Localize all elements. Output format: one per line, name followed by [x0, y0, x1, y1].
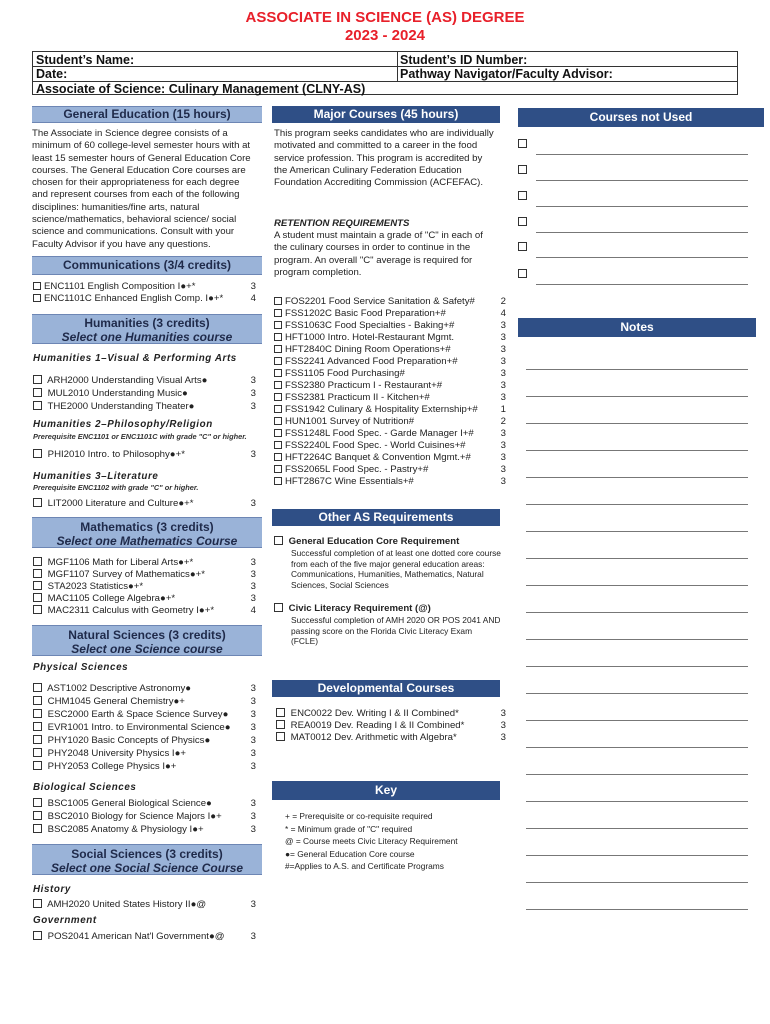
- course-row: BSC2010 Biology for Science Majors I●+: [33, 811, 222, 823]
- course-row: THE2000 Understanding Theater●: [33, 401, 194, 413]
- credits: 3: [500, 356, 506, 367]
- course-row: MUL2010 Understanding Music●: [33, 388, 188, 400]
- checkbox[interactable]: [518, 191, 527, 200]
- checkbox[interactable]: [33, 569, 42, 578]
- credits: 1: [500, 404, 506, 415]
- credits: 3: [500, 380, 506, 391]
- credits: 3: [500, 720, 506, 731]
- other-requirements-header: Other AS Requirements: [272, 509, 500, 526]
- humanities-group-2: Humanities 2–Philosophy/Religion: [33, 419, 213, 430]
- checkbox[interactable]: [33, 294, 41, 302]
- checkbox[interactable]: [276, 732, 285, 741]
- gen-ed-core-text: Successful completion of at least one dotted core course from each of the five major general education areas: Communications, Humanities, Mathematics, Natural Sciences, Social Sciences: [291, 548, 501, 590]
- course-row: ENC1101C Enhanced English Comp. I●+*: [33, 293, 223, 305]
- checkbox[interactable]: [274, 381, 282, 389]
- credits: 3: [250, 709, 256, 720]
- course-row: FSS1105 Food Purchasing#: [274, 368, 405, 380]
- course-row: FSS1202C Basic Food Preparation+#: [274, 308, 446, 320]
- credits: 3: [250, 401, 256, 412]
- checkbox[interactable]: [276, 708, 285, 717]
- checkbox[interactable]: [33, 498, 42, 507]
- credits: 3: [500, 464, 506, 475]
- checkbox[interactable]: [274, 405, 282, 413]
- civic-literacy-text: Successful completion of AMH 2020 OR POS 2041 AND passing score on the Florida Civic Literacy Exam (FCLE): [291, 615, 501, 647]
- checkbox[interactable]: [33, 388, 42, 397]
- credits: 2: [500, 296, 506, 307]
- course-row: MAC1105 College Algebra●+*: [33, 593, 175, 605]
- checkbox[interactable]: [274, 369, 282, 377]
- credits: 3: [500, 332, 506, 343]
- course-row: HFT1000 Intro. Hotel-Restaurant Mgmt.: [274, 332, 454, 344]
- checkbox[interactable]: [518, 165, 527, 174]
- checkbox[interactable]: [274, 357, 282, 365]
- checkbox[interactable]: [274, 393, 282, 401]
- key-item: ●= General Education Core course: [285, 848, 415, 859]
- checkbox[interactable]: [274, 441, 282, 449]
- checkbox[interactable]: [274, 333, 282, 341]
- course-row: MGF1107 Survey of Mathematics●+*: [33, 569, 205, 581]
- course-row: STA2023 Statistics●+*: [33, 581, 143, 593]
- checkbox[interactable]: [518, 217, 527, 226]
- credits: 3: [250, 748, 256, 759]
- credits: 3: [500, 732, 506, 743]
- course-row: REA0019 Dev. Reading I & II Combined*: [276, 720, 464, 732]
- checkbox[interactable]: [274, 345, 282, 353]
- credits: 3: [500, 320, 506, 331]
- prereq-note: Prerequisite ENC1101 or ENC1101C with grade "C" or higher.: [33, 432, 247, 441]
- page-title: ASSOCIATE IN SCIENCE (AS) DEGREE: [245, 9, 525, 26]
- course-row: BSC2085 Anatomy & Physiology I●+: [33, 824, 204, 836]
- major-description: This program seeks candidates who are individually motivated and committed to a career in the food service profession. This program is accredited by the American Culinary Federation Education Foundation Accrediting Commission (ACFEFAC).: [274, 128, 494, 189]
- checkbox[interactable]: [33, 811, 42, 820]
- write-line[interactable]: [536, 206, 748, 207]
- checkbox[interactable]: [274, 465, 282, 473]
- credits: 3: [500, 368, 506, 379]
- course-row: AMH2020 United States History II●@: [33, 899, 206, 911]
- humanities-group-1: Humanities 1–Visual & Performing Arts: [33, 353, 237, 364]
- checkbox[interactable]: [274, 429, 282, 437]
- course-row: FSS2065L Food Spec. - Pastry+#: [274, 464, 428, 476]
- credits: 3: [250, 581, 256, 592]
- credits: 3: [500, 440, 506, 451]
- credits: 3: [500, 452, 506, 463]
- course-row: EVR1001 Intro. to Environmental Science●: [33, 722, 231, 734]
- course-row: PHY2053 College Physics I●+: [33, 761, 176, 773]
- humanities-group-3: Humanities 3–Literature: [33, 471, 159, 482]
- communications-header: Communications (3/4 credits): [32, 256, 262, 275]
- physical-sciences-label: Physical Sciences: [33, 662, 129, 673]
- student-name-label: Student’s Name:: [36, 53, 135, 67]
- credits: 3: [250, 824, 256, 835]
- course-row: CHM1045 General Chemistry●+: [33, 696, 185, 708]
- credits: 3: [500, 708, 506, 719]
- developmental-header: Developmental Courses: [272, 680, 500, 697]
- credits: 3: [250, 899, 256, 910]
- course-row: POS2041 American Nat'l Government●@: [33, 931, 224, 943]
- credits: 4: [250, 605, 256, 616]
- write-line[interactable]: [536, 154, 748, 155]
- course-row: ESC2000 Earth & Space Science Survey●: [33, 709, 228, 721]
- checkbox[interactable]: [518, 242, 527, 251]
- checkbox[interactable]: [33, 824, 42, 833]
- checkbox[interactable]: [274, 536, 283, 545]
- credits: 3: [250, 931, 256, 942]
- course-row: AST1002 Descriptive Astronomy●: [33, 683, 191, 695]
- credits: 3: [250, 798, 256, 809]
- page-year: 2023 - 2024: [344, 27, 426, 44]
- checkbox[interactable]: [274, 477, 282, 485]
- humanities-header: Humanities (3 credits) Select one Humanities course: [32, 314, 262, 344]
- credits: 3: [250, 449, 256, 460]
- checkbox[interactable]: [276, 720, 285, 729]
- checkbox[interactable]: [33, 605, 42, 614]
- credits: 3: [250, 557, 256, 568]
- biological-sciences-label: Biological Sciences: [33, 782, 137, 793]
- course-row: ARH2000 Understanding Visual Arts●: [33, 375, 207, 387]
- notes-header: Notes: [518, 318, 756, 337]
- retention-title: RETENTION REQUIREMENTS: [274, 218, 410, 229]
- key-header: Key: [272, 781, 500, 800]
- course-row: LIT2000 Literature and Culture●+*: [33, 498, 193, 510]
- social-sciences-header: Social Sciences (3 credits) Select one Social Science Course: [32, 844, 262, 875]
- credits: 3: [250, 735, 256, 746]
- course-row: ENC1101 English Composition I●+*: [33, 281, 195, 293]
- credits: 3: [250, 498, 256, 509]
- checkbox[interactable]: [33, 557, 42, 566]
- credits: 3: [500, 344, 506, 355]
- key-item: + = Prerequisite or co-requisite required: [285, 811, 433, 821]
- checkbox[interactable]: [274, 417, 282, 425]
- course-row: ENC0022 Dev. Writing I & II Combined*: [276, 708, 459, 720]
- checkbox[interactable]: [33, 722, 42, 731]
- write-line[interactable]: [536, 232, 748, 233]
- course-row: MAT0012 Dev. Arithmetic with Algebra*: [276, 732, 457, 744]
- gen-ed-header: General Education (15 hours): [32, 106, 262, 123]
- history-label: History: [33, 884, 71, 895]
- checkbox[interactable]: [274, 603, 283, 612]
- program-label: Associate of Science: Culinary Management (CLNY-AS): [36, 82, 366, 96]
- write-line[interactable]: [536, 180, 748, 181]
- credits: 3: [500, 392, 506, 403]
- course-row: BSC1005 General Biological Science●: [33, 798, 212, 810]
- prereq-note: Prerequisite ENC1102 with grade "C" or higher.: [33, 483, 199, 492]
- course-row: MAC2311 Calculus with Geometry I●+*: [33, 605, 214, 617]
- course-row: HUN1001 Survey of Nutrition#: [274, 416, 414, 428]
- credits: 3: [250, 593, 256, 604]
- gen-ed-core-requirement: General Education Core Requirement: [274, 536, 459, 548]
- course-row: FSS1942 Culinary & Hospitality Externship+#: [274, 404, 478, 416]
- checkbox[interactable]: [274, 297, 282, 305]
- credits: 3: [250, 281, 256, 292]
- checkbox[interactable]: [274, 309, 282, 317]
- course-row: FSS2240L Food Spec. - World Cuisines+#: [274, 440, 466, 452]
- course-row: HFT2840C Dining Room Operations+#: [274, 344, 451, 356]
- credits: 3: [250, 388, 256, 399]
- course-row: PHY1020 Basic Concepts of Physics●: [33, 735, 210, 747]
- checkbox[interactable]: [33, 931, 42, 940]
- checkbox[interactable]: [518, 139, 527, 148]
- course-row: FSS1248L Food Spec. - Garde Manager I+#: [274, 428, 474, 440]
- checkbox[interactable]: [33, 735, 42, 744]
- checkbox[interactable]: [274, 453, 282, 461]
- retention-text: A student must maintain a grade of "C" in each of the culinary courses in order to continue in the program. An overall "C" average is required for program completion.: [274, 230, 483, 278]
- civic-literacy-requirement: Civic Literacy Requirement (@): [274, 603, 431, 615]
- course-row: PHY2048 University Physics I●+: [33, 748, 186, 760]
- credits: 3: [250, 761, 256, 772]
- checkbox[interactable]: [33, 798, 42, 807]
- credits: 3: [500, 428, 506, 439]
- credits: 4: [500, 308, 506, 319]
- key-item: #=Applies to A.S. and Certificate Programs: [285, 861, 444, 871]
- checkbox[interactable]: [33, 401, 42, 410]
- natural-sciences-header: Natural Sciences (3 credits) Select one Science course: [32, 625, 262, 656]
- advisor-label: Pathway Navigator/Faculty Advisor:: [400, 67, 613, 81]
- course-row: PHI2010 Intro. to Philosophy●+*: [33, 449, 185, 461]
- courses-not-used-header: Courses not Used: [518, 108, 764, 127]
- checkbox[interactable]: [274, 321, 282, 329]
- gen-ed-description: The Associate in Science degree consists of a minimum of 60 college-level semester hours with at least 15 semester hours of General Education Core courses. The General Education Core courses are chosen for their appropriateness for each degree and represent courses from each of the following disciplines: humanities/fine arts, natural science/mathematics, behavioral science/ social science and communications. Consult with your Faculty Advisor if you have any questions.: [32, 128, 251, 250]
- key-item: @ = Course meets Civic Literacy Requirement: [285, 836, 458, 846]
- course-row: HFT2867C Wine Essentials+#: [274, 476, 414, 488]
- credits: 3: [250, 375, 256, 386]
- checkbox[interactable]: [33, 581, 42, 590]
- write-line[interactable]: [536, 284, 748, 285]
- key-list: [285, 810, 458, 873]
- key-item: * = Minimum grade of "C" required: [285, 823, 413, 834]
- major-courses-header: Major Courses (45 hours): [272, 106, 500, 123]
- mathematics-header: Mathematics (3 credits) Select one Mathematics Course: [32, 517, 262, 548]
- credits: 3: [250, 811, 256, 822]
- student-info-box: [32, 51, 738, 95]
- date-label: Date:: [36, 67, 68, 81]
- course-row: FOS2201 Food Service Sanitation & Safety#: [274, 296, 475, 308]
- credits: 2: [500, 416, 506, 427]
- checkbox[interactable]: [33, 375, 42, 384]
- checkbox[interactable]: [33, 449, 42, 458]
- write-line[interactable]: [536, 257, 748, 258]
- credits: 3: [250, 569, 256, 580]
- credits: 3: [500, 476, 506, 487]
- checkbox[interactable]: [33, 748, 42, 757]
- government-label: Government: [33, 915, 97, 926]
- checkbox[interactable]: [33, 593, 42, 602]
- checkbox[interactable]: [33, 761, 42, 770]
- course-row: FSS1063C Food Specialties - Baking+#: [274, 320, 454, 332]
- course-row: FSS2381 Practicum II - Kitchen+#: [274, 392, 430, 404]
- checkbox[interactable]: [33, 709, 42, 718]
- student-id-label: Student’s ID Number:: [400, 53, 528, 67]
- credits: 3: [250, 683, 256, 694]
- checkbox[interactable]: [33, 696, 42, 705]
- checkbox[interactable]: [33, 899, 42, 908]
- credits: 3: [250, 722, 256, 733]
- checkbox[interactable]: [33, 282, 41, 290]
- checkbox[interactable]: [518, 269, 527, 278]
- credits: 3: [250, 696, 256, 707]
- course-row: HFT2264C Banquet & Convention Mgmt.+#: [274, 452, 471, 464]
- course-row: FSS2241 Advanced Food Preparation+#: [274, 356, 458, 368]
- checkbox[interactable]: [33, 683, 42, 692]
- course-row: FSS2380 Practicum I - Restaurant+#: [274, 380, 442, 392]
- course-row: MGF1106 Math for Liberal Arts●+*: [33, 557, 193, 569]
- credits: 4: [250, 293, 256, 304]
